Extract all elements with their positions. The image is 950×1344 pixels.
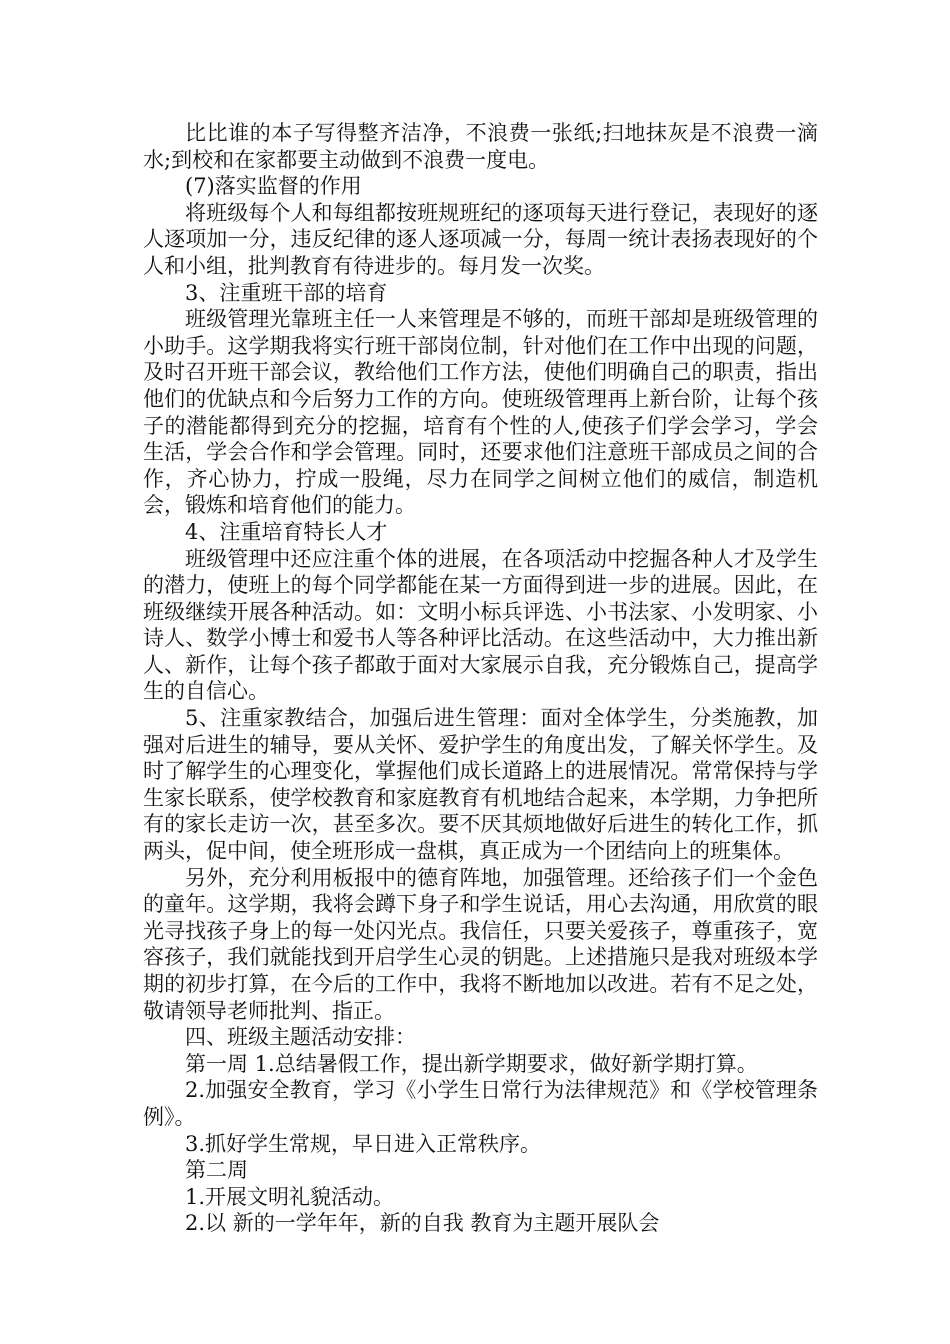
paragraph: 比比谁的本子写得整齐洁净，不浪费一张纸;扫地抹灰是不浪费一滴水;到校和在家都要主动做到不浪费一度电。	[143, 121, 818, 172]
section-heading: 四、班级主题活动安排：	[185, 1025, 416, 1050]
paragraph: 班级管理光靠班主任一人来管理是不够的，而班干部却是班级管理的小助手。这学期我将实行班干部岗位制，针对他们在工作中出现的问题，及时召开班干部会议，教给他们工作方法，使他们明确自己的职责，指出他们的优缺点和今后努力工作的方向。使班级管理再上新台阶，让每个孩子的潜能都得到充分的挖掘，培育有个性的人,使孩子们学会学习，学会生活，学会合作和学会管理。同时，还要求他们注意班干部成员之间的合作，齐心协力，拧成一股绳，尽力在同学之间树立他们的威信，制造机会，锻炼和培育他们的能力。	[143, 307, 818, 518]
paragraph: 另外，充分利用板报中的德育阵地，加强管理。还给孩子们一个金色的童年。这学期，我将会蹲下身子和学生说话，用心去沟通，用欣赏的眼光寻找孩子身上的每一处闪光点。我信任，只要关爱孩子，尊重孩子，宽容孩子，我们就能找到开启学生心灵的钥匙。上述措施只是我对班级本学期的初步打算，在今后的工作中，我将不断地加以改进。若有不足之处，敬请领导老师批判、指正。	[143, 865, 818, 1023]
section-heading: 4、注重培育特长人才	[185, 519, 388, 544]
schedule-item: 第一周 1.总结暑假工作，提出新学期要求，做好新学期打算。	[185, 1051, 758, 1076]
document-body	[143, 120, 818, 1237]
paragraph: 将班级每个人和每组都按班规班纪的逐项每天进行登记，表现好的逐人逐项加一分，违反纪律的逐人逐项减一分，每周一统计表扬表现好的个人和小组，批判教育有待进步的。每月发一次奖。	[143, 200, 818, 278]
schedule-item: 2.加强安全教育，学习《小学生日常行为法律规范》和《学校管理条例》。	[143, 1078, 818, 1129]
schedule-week: 第二周	[185, 1158, 248, 1183]
schedule-item: 3.抓好学生常规，早日进入正常秩序。	[185, 1131, 542, 1156]
paragraph: 班级管理中还应注重个体的进展，在各项活动中挖掘各种人才及学生的潜力，使班上的每个同学都能在某一方面得到进一步的进展。因此，在班级继续开展各种活动。如：文明小标兵评选、小书法家、小发明家、小诗人、数学小博士和爱书人等各种评比活动。在这些活动中，大力推出新人、新作，让每个孩子都敢于面对大家展示自我，充分锻炼自己，提高学生的自信心。	[143, 546, 818, 704]
paragraph: 5、注重家教结合，加强后进生管理：面对全体学生，分类施教，加强对后进生的辅导，要从关怀、爱护学生的角度出发，了解关怀学生。及时了解学生的心理变化，掌握他们成长道路上的进展情况。常常保持与学生家长联系，使学校教育和家庭教育有机地结合起来，本学期，力争把所有的家长走访一次，甚至多次。要不厌其烦地做好后进生的转化工作，抓两头，促中间，使全班形成一盘棋，真正成为一个团结向上的班集体。	[143, 706, 818, 864]
schedule-item: 1.开展文明礼貌活动。	[185, 1184, 395, 1209]
section-heading: 3、注重班干部的培育	[185, 280, 388, 305]
subheading: (7)落实监督的作用	[185, 174, 362, 199]
schedule-item: 2.以 新的一学年年，新的自我 教育为主题开展队会	[185, 1211, 660, 1236]
